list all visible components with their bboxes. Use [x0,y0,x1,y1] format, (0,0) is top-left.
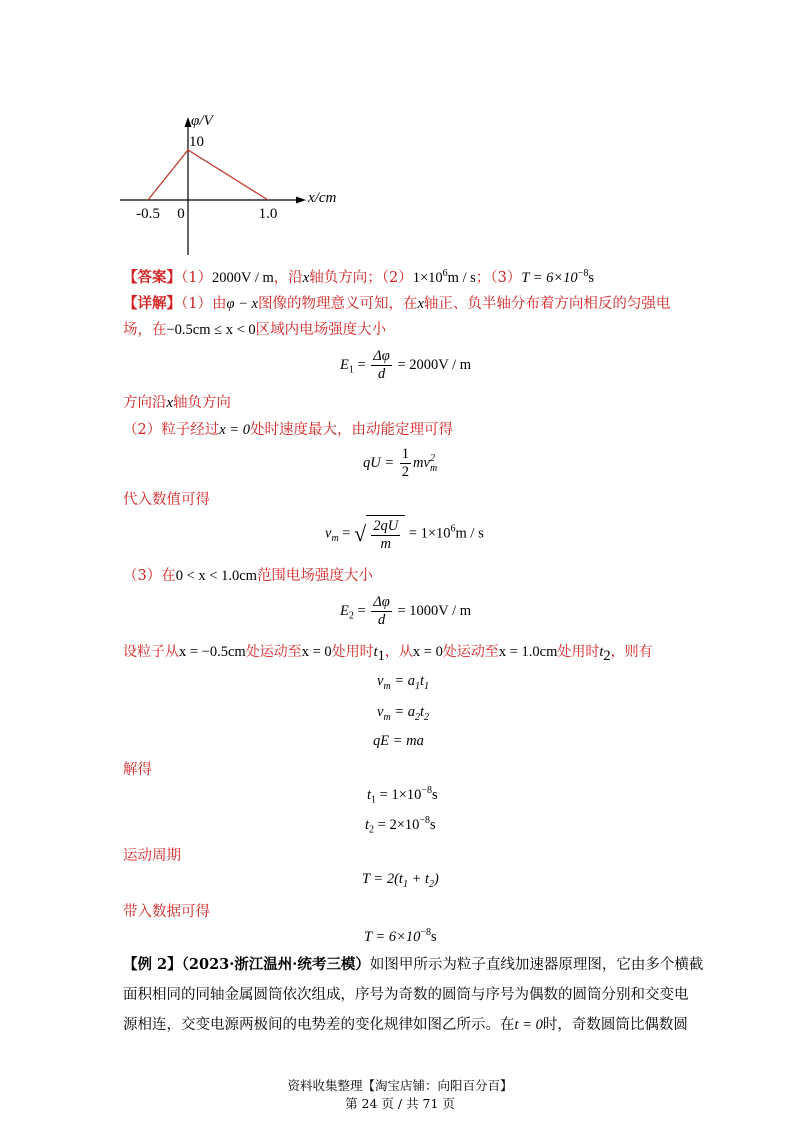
footer-source: 资料收集整理【淘宝店铺：向阳百分百】 [287,1078,513,1093]
detail-line7-eq4: x = 1.0cm [498,644,558,660]
detail-line7-text-b: 处运动至 [245,644,302,660]
eq8-sub: 1 [371,794,377,806]
detail-line7-text-a: 设粒子从 [123,644,179,660]
eq6-sub: m [383,711,391,723]
detail-line2-range: −0.5cm ≤ x < 0 [166,322,256,338]
answer-text3: ； [475,269,491,286]
answer-x: x [302,269,310,286]
eq5-sub: m [383,680,391,692]
detail-tag: 【详解】 [123,295,181,312]
example-line1: 如图甲所示为粒子直线加速器原理图，它由多个横截 [369,957,704,973]
eq11-exp: −8 [420,927,432,938]
detail-line7-t1-sub: 1 [377,647,385,664]
equation-E1: $E_1$ = $\frac{\Delta\varphi}{d}$ = 2000V / m [340,348,472,382]
equation-energy [363,446,437,481]
eq2-denominator: 2 [401,464,410,480]
example-line3-text: 源相连，交变电源两极间的电势差的变化规律如图乙所示。在 [123,1017,515,1033]
detail-line7-text-e: 处运动至 [442,644,499,660]
eq3-exp: 6 [450,523,456,535]
eq2-sup: 2 [429,452,435,464]
answer-value2: 1×10 [412,269,443,286]
equation-period [362,871,439,890]
x-axis-label: x/cm [308,190,337,206]
eq6-lhs: v [377,704,384,720]
detail-line3 [123,393,231,413]
detail-line8: 解得 [123,762,152,778]
x-axis-arrow [296,197,306,204]
detail-line1-text-a: （1）由 [181,296,227,312]
eq2-rhs: mv [413,454,430,471]
y-axis-label: φ/V [191,113,213,129]
answer-value1: 2000V / m [211,269,274,286]
detail-line7-text-g: ，则有 [610,644,653,660]
answer-value2-exp: 6 [442,268,448,279]
detail-line1 [123,294,670,314]
eq10-mid: + t [407,871,430,887]
detail-line6-text-b: 范围电场强度大小 [256,568,373,584]
detail-line7-text-d: ，从 [384,644,413,660]
eq1-sub: 1 [348,364,354,376]
example-line3-eq: t = 0 [514,1017,543,1033]
detail-line6-range: 0 < x < 1.0cm [175,568,257,584]
eq3-denominator: m [380,536,391,552]
detail-line3-x: x [166,395,173,411]
example-line3-text-b: 时，奇数圆筒比偶数圆 [542,1017,688,1033]
eq2-fraction [400,446,411,481]
eq9-unit: s [430,816,436,833]
phi-x-graph [110,105,370,260]
eq5-lhs: v [377,673,384,689]
eq5-t: t [419,673,424,689]
eq5-rhs-sub: 1 [414,680,420,692]
square-root: √ $\frac{2qU}{m}$ [354,515,405,553]
eq9-sub: 2 [369,824,375,836]
eq6-rhs-sub: 2 [414,711,420,723]
eq3-rhs: = 1×10 [408,525,451,542]
eq11-lhs: T = 6×10 [364,928,421,945]
example-line2: 面积相同的同轴金属圆筒依次组成，序号为奇数的圆筒与序号为偶数的圆筒分别和交变电 [123,987,689,1003]
answer-part3-label: （3） [490,269,522,286]
eq6-rhs: = a [394,704,415,720]
detail-phi-x: φ − x [226,296,258,312]
eq6-t: t [419,704,424,720]
eq1-denominator: d [377,366,386,382]
detail-line3-text-b: 轴负方向 [172,395,231,411]
eq4-lhs: E [340,602,349,619]
data-series-line [148,150,268,200]
eq2-lhs: qU = [363,454,395,471]
detail-line7-eq1: x = −0.5cm [179,644,246,660]
eq10-sub1: 1 [402,878,408,890]
eq4-fraction [371,594,392,629]
eq10-sub2: 2 [429,878,435,890]
eq4-numerator: Δφ [373,594,390,610]
y-tick-label: 10 [189,134,204,150]
eq3-sub: m [331,533,339,545]
eq1-numerator: Δφ [373,348,390,364]
detail-line7 [123,642,653,666]
x-tick-label: -0.5 [136,206,160,222]
answer-text2: 轴负方向； [309,269,382,286]
eq1-rhs: = 2000V / m [397,356,472,373]
detail-line7-eq2: x = 0 [301,644,332,660]
eq9-exp: −8 [419,815,431,826]
eq8-unit: s [432,786,438,803]
eq8-exp: −8 [421,785,433,796]
detail-line7-t2-sub: 2 [603,647,611,664]
detail-line3-text-a: 方向沿 [123,395,167,411]
detail-line1-text-b: 图像的物理意义可知，在 [257,296,418,312]
answer-part1-label: （1） [181,269,212,286]
answer-value3-unit: s [588,269,594,286]
detail-line7-text-c: 处用时 [331,644,374,660]
eq2-numerator: 1 [401,446,410,462]
detail-line4 [123,420,453,440]
eq3-unit: m / s [455,525,484,542]
detail-line4-eq: x = 0 [219,422,250,438]
equation-t1 [367,785,438,806]
answer-text1: ，沿 [273,269,303,286]
x-tick-label: 0 [177,206,185,222]
detail-line1-x: x [417,296,424,312]
equation-vm-a1t1 [377,673,429,692]
eq4-denominator: d [377,612,386,628]
eq4-sub: 2 [348,610,354,622]
eq5-t-sub: 1 [424,680,429,692]
detail-line7-text-f: 处用时 [557,644,600,660]
answer-tag: 【答案】 [123,268,181,286]
eq8-rhs: = 1×10 [379,786,422,803]
eq2-sub: m [429,462,438,474]
detail-line4-text-b: 处时速度最大，由动能定理可得 [249,422,453,438]
eq8-lhs: t [367,786,372,803]
detail-line9: 运动周期 [123,848,181,864]
equation-E2: $E_2$ = $\frac{\Delta\varphi}{d}$ = 1000V / m [340,594,472,628]
detail-line6 [123,566,373,586]
detail-line7-t2: t [599,644,604,660]
detail-line1-text-c: 轴正、负半轴分布着方向相反的匀强电 [423,296,671,312]
eq6-t-sub: 2 [424,711,429,723]
detail-line5: 代入数值可得 [123,492,210,508]
page-number: 第 24 页 / 共 71 页 [345,1096,455,1111]
eq3-lhs: v [325,525,332,542]
example-source: （2023·浙江温州·统考三模） [181,956,370,973]
eq5-rhs: = a [394,673,415,689]
eq4-rhs: = 1000V / m [397,602,472,619]
x-tick-label: 1.0 [258,206,278,222]
equation-vm: $v_m$ = √ $\frac{2qU}{m}$ = $1\times 10^6m / s$ [325,515,484,553]
eq9-rhs: = 2×10 [377,816,420,833]
detail-line4-text-a: （2）粒子经过 [123,422,220,438]
detail-line7-eq3: x = 0 [412,644,443,660]
eq10-lhs: T = 2(t [362,871,403,887]
eq10-end: ) [434,871,439,887]
detail-line2 [123,320,386,340]
equation-T-result [364,927,437,946]
detail-line10: 带入数据可得 [123,904,210,920]
example-tag: 【例 2】 [123,956,182,973]
detail-line6-text-a: （3）在 [123,568,176,584]
detail-line2-text-b: 区域内电场强度大小 [255,322,387,338]
equation-qE: qE = ma [373,733,424,749]
eq3-numerator: 2qU [373,518,399,534]
example-2 [123,950,704,1040]
eq1-fraction [371,348,392,383]
eq11-unit: s [431,928,437,945]
answer-line [123,264,594,288]
eq1-lhs: E [340,356,349,373]
detail-line2-text-a: 场，在 [123,322,167,338]
answer-value3-exp: −8 [577,268,589,279]
detail-line7-t1: t [373,644,378,660]
answer-value2-unit: m / s [447,269,476,286]
answer-value3: T = 6×10 [521,269,578,286]
answer-part2-label: （2） [381,269,413,286]
equation-t2 [365,815,436,836]
equation-vm-a2t2 [377,704,429,723]
eq9-lhs: t [365,816,370,833]
